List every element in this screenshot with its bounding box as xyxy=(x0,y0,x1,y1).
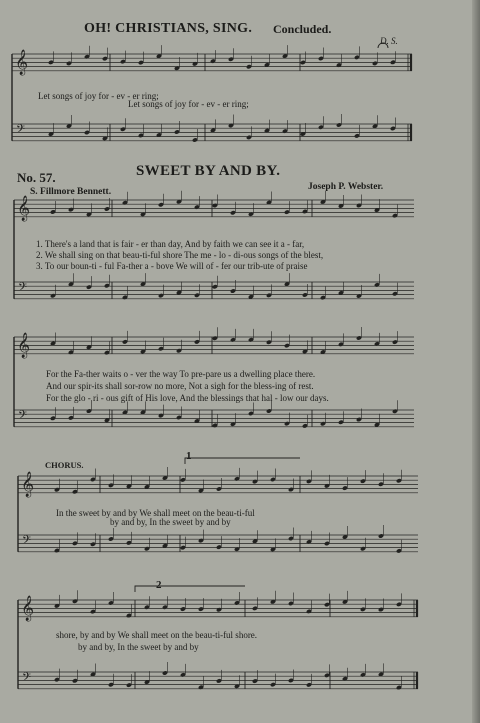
system1-bass-clef: 𝄢 xyxy=(18,281,28,297)
system1-treble-clef: 𝄞 xyxy=(17,196,31,221)
first-ending-bracket xyxy=(185,458,300,464)
second-ending-bracket xyxy=(135,586,245,592)
system2-treble-clef: 𝄞 xyxy=(17,333,31,358)
s1-verse1: 1. There's a land that is fair - er than day, And by faith we can see it a - far, xyxy=(36,239,305,249)
second-ending-number: 2 xyxy=(156,579,162,591)
chorus2-treble-clef: 𝄞 xyxy=(21,596,35,621)
s2-verse3: For the glo - ri - ous gift of His love, And the blessings that hal - low our days. xyxy=(46,393,329,403)
fermata-mark xyxy=(378,43,388,48)
book-binding-edge xyxy=(472,0,480,723)
chorus-s2-lower: by and by, In the sweet by and by xyxy=(78,642,199,652)
chorus2-bass-clef: 𝄢 xyxy=(22,671,32,687)
song-author: S. Fillmore Bennett. xyxy=(30,187,112,197)
s1-verse2: 2. We shall sing on that beau-ti-ful shore The me - lo - di-ous songs of the blest, xyxy=(36,250,324,260)
ds-mark: D. S. xyxy=(380,36,398,46)
top-lyric-line2: Let songs of joy for - ev - er ring; xyxy=(128,99,249,109)
chorus-s1-upper: In the sweet by and by We shall meet on the beau-ti-ful xyxy=(56,508,255,518)
s1-verse3: 3. To our boun-ti - ful Fa-ther a - bove We will of - fer our trib-ute of praise xyxy=(36,261,308,271)
top-song-title: OH! CHRISTIANS, SING. xyxy=(84,21,253,36)
first-ending-number: 1 xyxy=(186,450,192,462)
chorus1-treble-clef: 𝄞 xyxy=(21,472,35,497)
chorus-label: CHORUS. xyxy=(45,460,84,470)
top-song-bass-clef: 𝄢 xyxy=(16,123,26,139)
s2-verse1: For the Fa-ther waits o - ver the way To pre-pare us a dwelling place there. xyxy=(46,369,316,379)
song-composer: Joseph P. Webster. xyxy=(308,182,384,192)
top-lyric-line1: Let songs of joy for - ev - er ring; xyxy=(38,91,159,101)
song-title: SWEET BY AND BY. xyxy=(136,163,281,179)
song-number: No. 57. xyxy=(17,170,56,185)
chorus-s1-lower: by and by, In the sweet by and by xyxy=(110,517,231,527)
top-song-treble-clef: 𝄞 xyxy=(15,50,29,75)
chorus-s2-upper: shore, by and by We shall meet on the beau-ti-ful shore. xyxy=(56,630,258,640)
chorus1-bass-clef: 𝄢 xyxy=(22,534,32,550)
s2-verse2: And our spir-its shall sor-row no more, Not a sigh for the bless-ing of rest. xyxy=(46,381,314,391)
top-song-concluded: Concluded. xyxy=(273,22,332,36)
system2-bass-clef: 𝄢 xyxy=(18,409,28,425)
